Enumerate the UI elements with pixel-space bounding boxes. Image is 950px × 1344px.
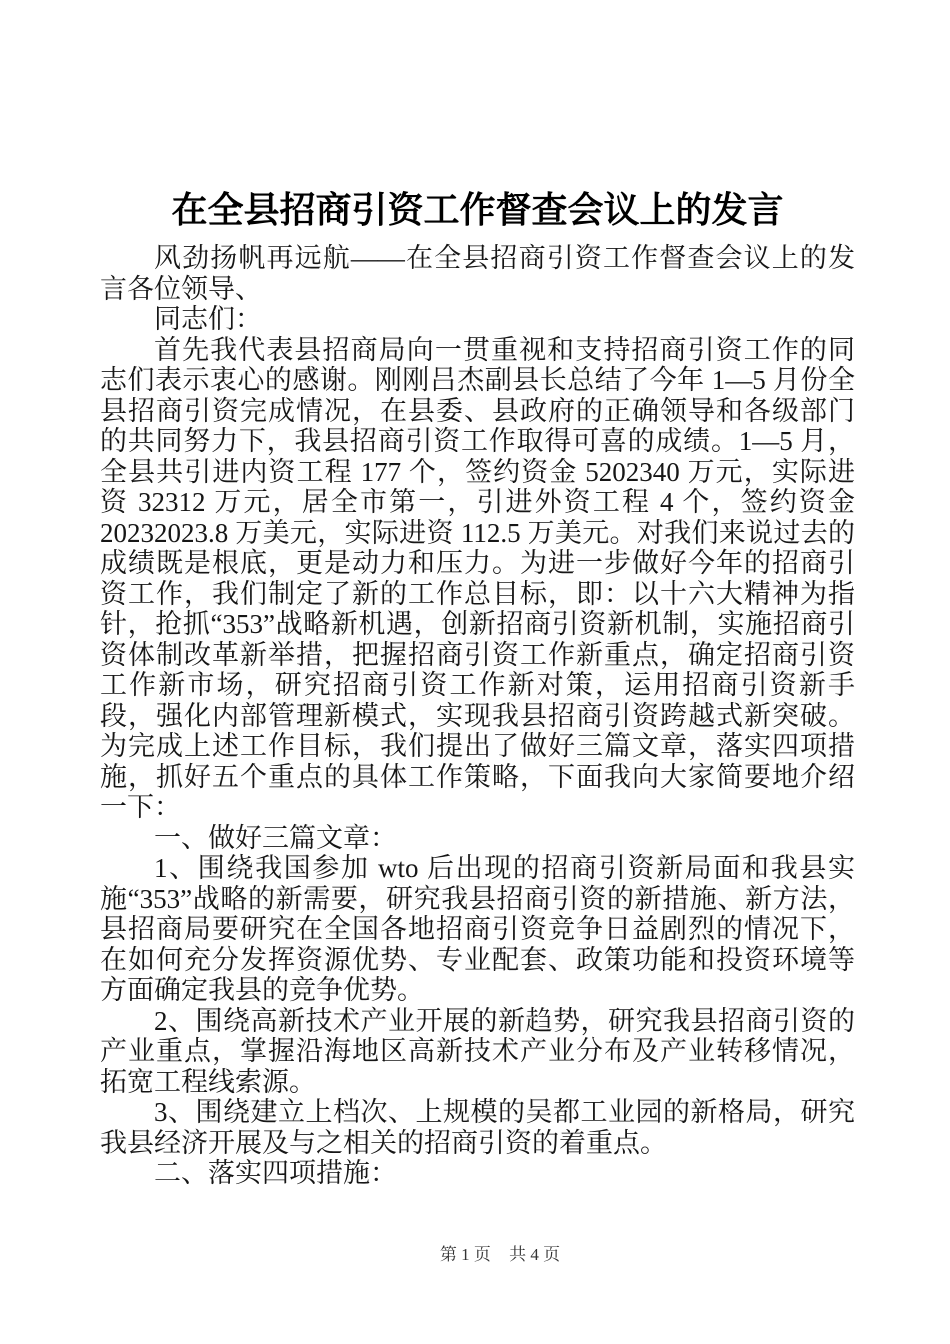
page-footer bbox=[0, 1240, 950, 1265]
body-paragraph: 风劲扬帆再远航——在全县招商引资工作督查会议上的发言各位领导、 bbox=[100, 243, 855, 304]
body-paragraph: 同志们： bbox=[154, 304, 262, 334]
total-pages-label: 共 4 页 bbox=[509, 1245, 561, 1264]
page-number-label: 第 1 页 bbox=[439, 1245, 491, 1264]
body-paragraph: 2、围绕高新技术产业开展的新趋势，研究我县招商引资的产业重点，掌握沿海地区高新技术产业分布及产业转移情况，拓宽工程线索源。 bbox=[100, 1005, 855, 1097]
body-paragraph: 首先我代表县招商局向一贯重视和支持招商引资工作的同志们表示衷心的感谢。刚刚吕杰副县长总结了今年 1—5 月份全县招商引资完成情况，在县委、县政府的正确领导和各级部门的共同努力下，我县招商引资工作取得可喜的成绩。1—5 月，全县共引进内资工程 177 个，签约资金 5202340 万元，实际进资 32312 万元，居全市第一，引进外资工程 4 个，签约资金 20232023.8 万美元，实际进资 112.5 万美元。对我们来说过去的成绩既是根底，更是动力和压力。为进一步做好今年的招商引资工作，我们制定了新的工作总目标，即：以十六大精神为指针，抢抓“353”战略新机遇，创新招商引资新机制，实施招商引资体制改革新举措，把握招商引资工作新重点，确定招商引资工作新市场，研究招商引资工作新对策，运用招商引资新手段，强化内部管理新模式，实现我县招商引资跨越式新突破。为完成上述工作目标，我们提出了做好三篇文章，落实四项措施，抓好五个重点的具体工作策略，下面我向大家简要地介绍一下： bbox=[100, 334, 855, 822]
document-body bbox=[100, 190, 855, 1189]
body-paragraph: 二、落实四项措施： bbox=[154, 1158, 397, 1188]
body-paragraph: 3、围绕建立上档次、上规模的吴都工业园的新格局，研究我县经济开展及与之相关的招商引资的着重点。 bbox=[100, 1097, 855, 1158]
body-paragraph: 一、做好三篇文章： bbox=[154, 822, 397, 853]
document-title: 在全县招商引资工作督查会议上的发言 bbox=[171, 190, 784, 230]
body-paragraph: 1、围绕我国参加 wto 后出现的招商引资新局面和我县实施“353”战略的新需要，研究我县招商引资的新措施、新方法，县招商局要研究在全国各地招商引资竞争日益剧烈的情况下，在如何充分发挥资源优势、专业配套、政策功能和投资环境等方面确定我县的竞争优势。 bbox=[100, 853, 855, 1005]
